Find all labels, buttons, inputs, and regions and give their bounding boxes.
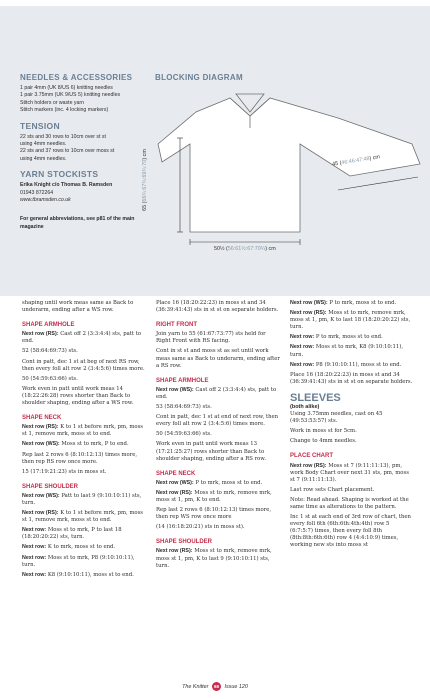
page-footer	[0, 682, 430, 691]
instruction-text: Rep last 2 rows 6 (8:10:12:13) times more, then rep WS row once more	[156, 507, 272, 521]
tension-line: using 4mm needles.	[20, 155, 67, 162]
instruction-text: Using 3.75mm needles, cast on 45 (49:53:53:57) sts.	[290, 411, 383, 425]
right-front-heading: RIGHT FRONT	[156, 322, 197, 329]
instruction-text: Place 16 (18:20:22:23) in moss st and 34 (36:39:41:43) sts in st st on separate holders.	[290, 371, 413, 385]
page-number: 68	[213, 684, 219, 689]
instruction-text: Place 16 (18:20:22:23) in moss st and 34 (36:39:41:43) sts in st st on separate holders.	[156, 300, 279, 314]
instruction-row: Next row: K to mrk, moss st to end.	[22, 544, 116, 551]
instruction-row: Next row (WS): Patt to last 9 (9:10:10:11) sts, turn.	[22, 492, 142, 506]
instruction-row: Next row: K8 (9:10:10:11), moss st to end.	[22, 571, 134, 578]
instruction-text: Inc 1 st at each end of 3rd row of chart, then every foll 6th (6th:6th:4th:4th) row 5 (6:7:5:7) times, then every foll 8th (8th:8th:6th:6th) row 4 (4:4:10:9) times, working new sts into moss st	[290, 514, 411, 549]
pattern-instructions	[0, 300, 430, 680]
instruction-row: Next row (RS): K to 1 st before mrk, pm, moss st 1, remove mrk, moss st to end.	[22, 510, 144, 524]
instruction-row: Next row (RS): Moss st to mrk, remove mrk, moss st 1, pm, K to end.	[156, 489, 272, 503]
stockist-website-link[interactable]: www.tbramsden.co.uk	[20, 197, 71, 204]
instruction-note: Note: Read ahead. Shaping is worked at the same time as alterations to the pattern.	[290, 496, 409, 510]
stockists-heading: YARN STOCKISTS	[20, 169, 99, 180]
left-front-intro: shaping until work meas same as Back to underarm, ending after a WS row.	[22, 300, 134, 314]
stitch-count: 50 (54:59:63:66) sts.	[156, 431, 212, 438]
stitch-count: 53 (58:64:69:73) sts.	[156, 404, 212, 411]
sleeves-subheading: (both alike)	[290, 403, 320, 410]
instruction-text: Work even in patt until work meas 13 (17:21:25:27) rows shorter than Back to shoulder shaping, ending after a RS row.	[156, 441, 266, 462]
tension-heading: TENSION	[20, 120, 60, 131]
stitch-count: 52 (58:64:69:73) sts.	[22, 348, 78, 355]
blocking-diagram-heading: BLOCKING DIAGRAM	[155, 73, 243, 82]
stockist-name: Erika Knight c/o Thomas B. Ramsden	[20, 182, 113, 189]
instruction-text: Cont in patt, dec 1 st at beg of next RS row, then every foll alt row 2 (3:4:5:6) times more.	[22, 358, 145, 372]
needles-line: 1 pair 3.75mm (UK 9/US 5) knitting needles	[20, 92, 121, 99]
needles-heading: NEEDLES & ACCESSORIES	[20, 73, 133, 82]
stitch-count: 15 (17:19:21:23) sts in moss st.	[22, 468, 107, 475]
instruction-text: Cont in st st and moss st as set until work meas same as Back to underarm, ending after a RS row.	[156, 348, 280, 369]
magazine-name: The Knitter	[182, 683, 209, 690]
instruction-row: Next row (RS): Moss st to mrk, remove mrk, moss st 1, pm, K to last 9 (9:10:10:11) sts, turn.	[156, 548, 272, 569]
sweater-outline-svg	[150, 82, 430, 272]
instruction-text: Cont in patt, dec 1 st at end of next row, then every foll alt row 2 (3:4:5:6) times more.	[156, 414, 279, 428]
shape-shoulder-heading: SHAPE SHOULDER	[156, 539, 213, 546]
instruction-row: Next row: P to mrk, moss st to end.	[290, 334, 383, 341]
tension-line: using 4mm needles.	[20, 141, 67, 148]
column-left	[22, 300, 146, 582]
instruction-row: Next row (WS): P to mrk, moss st to end.	[290, 300, 397, 306]
materials-sidebar	[20, 73, 155, 231]
instruction-row: Next row (WS): P to mrk, moss st to end.	[156, 479, 263, 486]
needles-line: Stitch holders or waste yarn	[20, 99, 85, 106]
instruction-text: Rep last 2 rows 6 (8:10:12:13) times more, then rep RS row once more.	[22, 451, 138, 465]
instruction-row: Next row (WS): Moss st to mrk, P to end.	[22, 441, 129, 448]
shape-armhole-heading: SHAPE ARMHOLE	[22, 322, 75, 329]
shape-neck-heading: SHAPE NECK	[156, 470, 196, 477]
abbreviations-note: For general abbreviations, see p81 of the main magazine	[20, 216, 135, 230]
place-chart-heading: PLACE CHART	[290, 453, 333, 460]
shape-shoulder-heading: SHAPE SHOULDER	[22, 483, 79, 490]
stitch-count: 50 (54:59:63:66) sts.	[22, 375, 78, 382]
shape-neck-heading: SHAPE NECK	[22, 415, 62, 422]
sleeve-measure-line	[338, 177, 418, 190]
blocking-diagram	[141, 82, 430, 272]
instruction-row: Next row: Moss st to mrk, P8 (9:10:10:11), turn.	[22, 554, 135, 568]
stitch-count: (14 (16:18:20:21) sts in moss st).	[156, 524, 245, 531]
instruction-text: Last row sets Chart placement.	[290, 486, 375, 493]
tension-line: 22 sts and 37 rows to 10cm over moss st	[20, 148, 115, 155]
instruction-text: Work even in patt until work meas 14 (18:22:26:28) rows shorter than Back to shoulder shaping, ending after a WS row.	[22, 385, 134, 407]
sweater-body-shape	[158, 98, 420, 232]
stockist-phone: 01943 872264	[20, 189, 54, 196]
issue-number: Issue 120	[224, 683, 248, 690]
needles-line: Stitch markers (inc. 4 locking markers)	[20, 107, 109, 114]
sleeves-heading: SLEEVES	[290, 391, 341, 404]
instruction-row: Next row (RS): Moss st 7 (9:11:11:13), pm, work Body Chart over next 31 sts, pm, moss st 7 (9:11:11:13).	[290, 462, 409, 483]
sleeve-dimension: 45 (46:46:47:48) cm	[331, 154, 381, 168]
column-middle	[156, 300, 280, 573]
instruction-row: Next row (RS): K to 1 st before mrk, pm, moss st 1, remove mrk, moss st to end.	[22, 424, 144, 438]
instruction-text: Join yarn to 55 (61:67:73:77) sts held for Right Front with RS facing.	[156, 331, 266, 345]
instruction-row: Next row: P8 (9:10:10:11), moss st to end.	[290, 361, 402, 368]
instruction-row: Next row: Moss st to mrk, K8 (9:10:10:11), turn.	[290, 344, 403, 358]
instruction-row: Next row (RS): Moss st to mrk, remove mrk, moss st 1, pm, K to last 18 (18:20:20:22) sts, turn.	[290, 310, 411, 331]
needles-line: 1 pair 4mm (UK 8/US 6) knitting needles	[20, 85, 113, 91]
instruction-text: Change to 4mm needles.	[290, 438, 357, 445]
tension-line: 22 sts and 30 rows to 10cm over st st	[20, 133, 106, 140]
instruction-row: Next row (RS): Cast off 2 (3:3:4:4) sts, patt to end.	[22, 331, 142, 345]
width-dimension: 50½ (56:61½:67:70¼) cm	[214, 246, 276, 252]
column-right	[290, 300, 414, 553]
instruction-row: Next row: Moss st to mrk, P to last 18 (18:20:20:22) sts, turn.	[22, 527, 122, 541]
top-border	[0, 0, 430, 6]
instruction-text: Work in moss st for 5cm.	[290, 428, 357, 435]
shape-armhole-heading: SHAPE ARMHOLE	[156, 377, 209, 384]
height-dimension: 65 (66¾:67¾:69¾:70) cm	[141, 149, 148, 211]
instruction-row: Next row (WS): Cast off 2 (3:3:4:4) sts, patt to end.	[156, 386, 277, 400]
